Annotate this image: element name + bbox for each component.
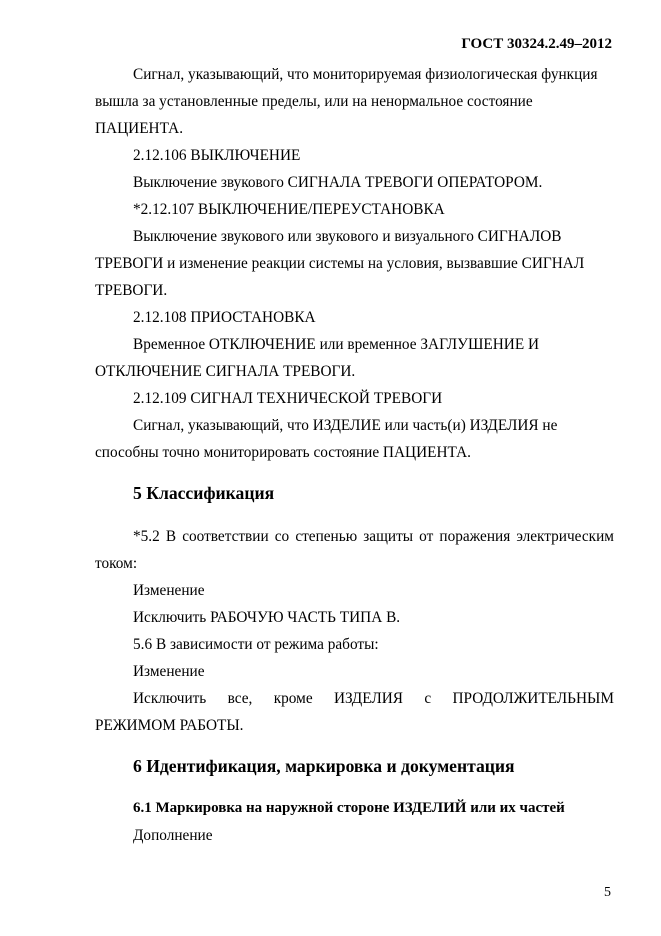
word: В bbox=[165, 528, 177, 545]
term-2-12-107: *2.12.107 ВЫКЛЮЧЕНИЕ/ПЕРЕУСТАНОВКА bbox=[133, 201, 445, 218]
subsection-heading-6-1: 6.1 Маркировка на наружной стороне ИЗДЕЛИЙ или их частей bbox=[133, 800, 565, 816]
word: электрическим bbox=[516, 528, 614, 545]
page-header: ГОСТ 30324.2.49–2012 bbox=[461, 36, 612, 52]
word: *5.2 bbox=[133, 528, 160, 545]
paragraph-line: Сигнал, указывающий, что мониторируемая физиологическая функция bbox=[133, 66, 598, 83]
paragraph-line: ТРЕВОГИ и изменение реакции системы на условия, вызвавшие СИГНАЛ bbox=[95, 255, 585, 272]
word: от bbox=[419, 528, 434, 545]
paragraph-line: ПАЦИЕНТА. bbox=[95, 120, 184, 137]
word: поражения bbox=[439, 528, 511, 545]
word: Исключить bbox=[133, 690, 207, 707]
word: с bbox=[424, 690, 432, 707]
paragraph-line: ОТКЛЮЧЕНИЕ СИГНАЛА ТРЕВОГИ. bbox=[95, 363, 356, 380]
section-heading-5: 5 Классификация bbox=[133, 483, 275, 503]
addition-label: Дополнение bbox=[133, 827, 213, 844]
definition-2-12-108: Временное ОТКЛЮЧЕНИЕ или временное ЗАГЛУШЕНИЕ И bbox=[133, 336, 540, 353]
definition-2-12-107: Выключение звукового или звукового и визуального СИГНАЛОВ bbox=[133, 228, 562, 245]
term-2-12-106: 2.12.106 ВЫКЛЮЧЕНИЕ bbox=[133, 147, 301, 164]
paragraph-line: ТРЕВОГИ. bbox=[95, 282, 168, 299]
word: защиты bbox=[363, 528, 414, 545]
term-2-12-109: 2.12.109 СИГНАЛ ТЕХНИЧЕСКОЙ ТРЕВОГИ bbox=[133, 390, 443, 407]
paragraph-line: 5.6 В зависимости от режима работы: bbox=[133, 636, 379, 653]
paragraph-line-justified bbox=[133, 529, 614, 544]
section-heading-6: 6 Идентификация, маркировка и документация bbox=[133, 756, 515, 776]
change-label: Изменение bbox=[133, 663, 205, 680]
term-2-12-108: 2.12.108 ПРИОСТАНОВКА bbox=[133, 309, 316, 326]
word: ИЗДЕЛИЯ bbox=[333, 690, 403, 707]
word: кроме bbox=[273, 690, 313, 707]
paragraph-line: РЕЖИМОМ РАБОТЫ. bbox=[95, 717, 244, 734]
word: соответствии bbox=[182, 528, 269, 545]
paragraph-line-justified bbox=[133, 691, 614, 706]
word: все, bbox=[227, 690, 253, 707]
word: степенью bbox=[295, 528, 358, 545]
paragraph-line: током: bbox=[95, 555, 138, 572]
paragraph-line: Исключить РАБОЧУЮ ЧАСТЬ ТИПА В. bbox=[133, 609, 401, 626]
definition-2-12-106: Выключение звукового СИГНАЛА ТРЕВОГИ ОПЕРАТОРОМ. bbox=[133, 174, 543, 191]
paragraph-line: вышла за установленные пределы, или на ненормальное состояние bbox=[95, 93, 533, 110]
change-label: Изменение bbox=[133, 582, 205, 599]
word: ПРОДОЛЖИТЕЛЬНЫМ bbox=[452, 690, 614, 707]
paragraph-line: способны точно мониторировать состояние ПАЦИЕНТА. bbox=[95, 444, 471, 461]
definition-2-12-109: Сигнал, указывающий, что ИЗДЕЛИЕ или часть(и) ИЗДЕЛИЯ не bbox=[133, 417, 558, 434]
word: со bbox=[274, 528, 290, 545]
page-number: 5 bbox=[604, 885, 611, 900]
